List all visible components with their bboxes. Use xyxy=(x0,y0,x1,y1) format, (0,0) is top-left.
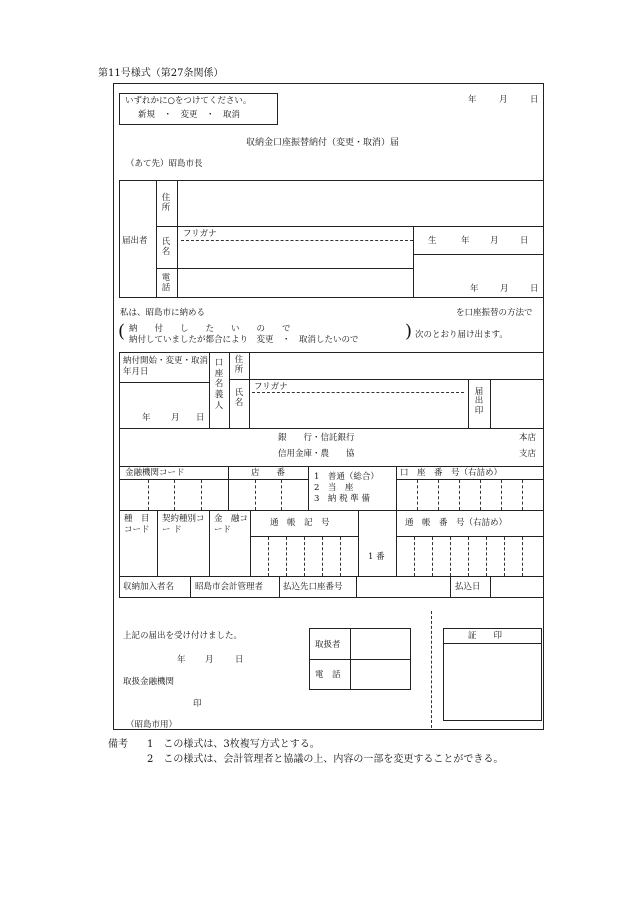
start-date-label: 納付開始・変更・取消年月日 xyxy=(123,356,209,378)
fin-code-label: 金 融コード xyxy=(214,514,249,536)
applicant-date-month: 月 xyxy=(500,284,509,294)
form-number: 第11号様式（第27条関係） xyxy=(98,68,224,79)
store-no-label: 店 番 xyxy=(251,468,286,478)
acct-no-label: 口 座 番 号（右詰め） xyxy=(400,468,503,478)
form-title: 収納金口座振替納付（変更・取消）届 xyxy=(246,138,400,148)
start-year: 年 xyxy=(142,413,151,423)
cert-label: 証 印 xyxy=(468,631,503,641)
furigana-label: フリガナ xyxy=(183,229,217,239)
passbook-symbol-label: 通 帳 記 号 xyxy=(270,518,330,528)
cert-box xyxy=(443,628,542,721)
statement-method: を口座振替の方法で xyxy=(456,308,533,318)
acct-type-2[interactable]: 2 当 座 xyxy=(314,483,354,493)
collector-name: 昭島市会計管理者 xyxy=(195,582,264,592)
holder-name-field[interactable] xyxy=(252,396,464,424)
applicant-label: 届出者 xyxy=(122,236,148,246)
deposit-date-label: 払込日 xyxy=(455,582,481,592)
name-field[interactable] xyxy=(183,244,409,266)
addressee: （あて先）昭島市長 xyxy=(126,159,203,169)
receipt-text: 上記の届出を受け付けました。 xyxy=(123,631,243,641)
start-month: 月 xyxy=(171,413,180,423)
birth-prefix: 生 xyxy=(428,236,437,246)
date-year: 年 xyxy=(468,95,477,105)
birth-day: 日 xyxy=(520,236,529,246)
address-field[interactable] xyxy=(183,186,539,222)
passbook-suffix: 1 番 xyxy=(368,552,385,562)
applicant-date-year: 年 xyxy=(470,284,479,294)
contract-code-label: 契約種別コ ー ド xyxy=(162,514,205,536)
holder-address-field[interactable] xyxy=(252,356,540,376)
bank-types2: 信用金庫・農 協 xyxy=(278,449,355,459)
holder-name-label: 氏名 xyxy=(234,388,244,408)
deposit-account-field[interactable] xyxy=(359,579,447,595)
receipt-year: 年 xyxy=(177,655,186,665)
phone-label: 電話 xyxy=(161,273,171,293)
date-day: 日 xyxy=(530,95,539,105)
note-2: 2 この様式は、会計管理者と協議の上、内容の一部を変更することができる。 xyxy=(147,754,504,765)
statement-opt2[interactable]: 納付していましたが都合により 変更 ・ 取消したいので xyxy=(129,335,359,345)
phone-field[interactable] xyxy=(183,272,409,294)
note-1: 1 この様式は、3枚複写方式とする。 xyxy=(147,739,320,750)
address-label: 住所 xyxy=(161,193,171,213)
handler-label: 取扱者 xyxy=(315,640,341,650)
item-code-label: 種 目コード xyxy=(124,514,150,536)
holder-label: 口座名義人 xyxy=(214,358,224,411)
start-day: 日 xyxy=(196,413,205,423)
birth-month: 月 xyxy=(490,236,499,246)
passbook-number-label: 通 帳 番 号（右詰め） xyxy=(405,518,508,528)
bank-code-label: 金融機関コード xyxy=(125,468,185,478)
handler-phone-field[interactable] xyxy=(352,661,409,688)
receipt-footer: （昭島市用） xyxy=(126,720,178,730)
branch: 支店 xyxy=(519,449,537,459)
receipt-day: 日 xyxy=(235,655,244,665)
applicant-date-day: 日 xyxy=(530,284,539,294)
holder-furigana-label: フリガナ xyxy=(254,382,288,392)
name-label: 氏名 xyxy=(161,237,171,257)
handler-phone-label: 電 話 xyxy=(315,670,341,680)
paren-left: ( xyxy=(118,321,126,342)
receipt-institution: 取扱金融機関 xyxy=(123,677,175,687)
birth-year: 年 xyxy=(461,236,470,246)
notes-label: 備考 xyxy=(108,739,128,750)
acct-type-3[interactable]: 3 納 税 準 備 xyxy=(314,494,371,504)
deposit-account-label: 払込先口座番号 xyxy=(283,582,343,592)
acct-type-1[interactable]: 1 普通（総合） xyxy=(314,472,379,482)
collector-label: 収納加入者名 xyxy=(123,582,175,592)
select-instruction: いずれかに○をつけてください。 xyxy=(125,96,252,106)
deposit-date-field[interactable] xyxy=(493,579,541,595)
seal-field[interactable] xyxy=(493,382,541,425)
seal-label: 届出印 xyxy=(474,387,484,416)
bank-types: 銀 行・信託銀行 xyxy=(278,433,355,443)
paren-right: ) xyxy=(405,321,413,342)
receipt-month: 月 xyxy=(205,655,214,665)
select-options[interactable]: 新規 ・ 変更 ・ 取消 xyxy=(138,110,241,120)
head-office: 本店 xyxy=(519,433,537,443)
handler-field[interactable] xyxy=(352,630,409,657)
statement-opt1[interactable]: 納 付 し た い の で xyxy=(129,324,291,334)
statement-line1: 私は、昭島市に納める xyxy=(120,308,206,318)
holder-address-label: 住所 xyxy=(234,355,244,375)
date-month: 月 xyxy=(499,95,508,105)
statement-tail: 次のとおり届け出ます。 xyxy=(415,330,508,340)
receipt-seal: 印 xyxy=(193,699,202,709)
